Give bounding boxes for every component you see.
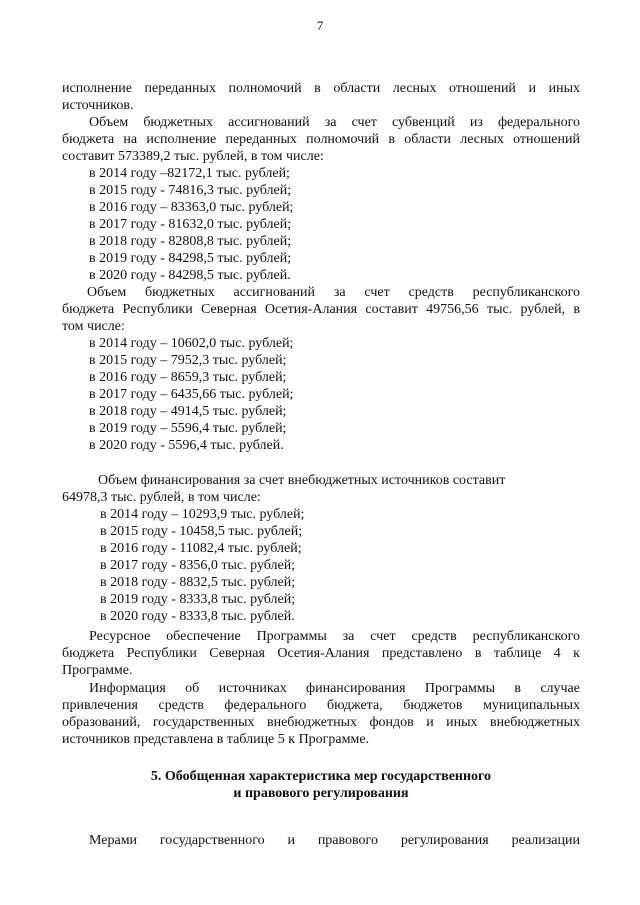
text-line: том числе: bbox=[62, 319, 125, 334]
paragraph-extrabudgetary bbox=[62, 472, 580, 506]
section-heading bbox=[62, 768, 580, 802]
paragraph-regulation-measures bbox=[62, 832, 580, 849]
text-line: Информация об источниках финансирования Программы в случае bbox=[89, 681, 580, 696]
text-line: Мерами государственного и правового регулирования реализации bbox=[89, 833, 580, 848]
paragraph-republican-budget bbox=[62, 284, 580, 335]
list-item: в 2014 году – 10602,0 тыс. рублей; bbox=[89, 336, 294, 351]
text-line: источников представлена в таблице 5 к Программе. bbox=[62, 732, 370, 747]
text-line: Ресурсное обеспечение Программы за счет средств республиканского bbox=[89, 629, 580, 644]
text-line: бюджета Республики Северная Осетия-Алания представлено в таблице 4 к bbox=[62, 646, 580, 661]
list-item: в 2020 году - 5596,4 тыс. рублей. bbox=[89, 438, 284, 453]
list-republican-by-year bbox=[89, 335, 293, 454]
text-line: бюджета на исполнение переданных полномочий в области лесных отношений bbox=[62, 132, 580, 147]
text-line: исполнение переданных полномочий в области лесных отношений и иных bbox=[62, 81, 580, 96]
list-item: в 2016 году - 11082,4 тыс. рублей; bbox=[100, 541, 302, 556]
paragraph-funding-sources bbox=[62, 680, 580, 748]
list-item: в 2014 году – 10293,9 тыс. рублей; bbox=[100, 507, 305, 522]
text-line: Объем бюджетных ассигнований за счет средств республиканского bbox=[87, 285, 580, 300]
list-item: в 2016 году – 8659,3 тыс. рублей; bbox=[89, 370, 287, 385]
text-line: привлечения средств федерального бюджета, бюджетов муниципальных bbox=[62, 698, 580, 713]
list-item: в 2019 году - 8333,8 тыс. рублей; bbox=[100, 592, 296, 607]
text-line: Объем финансирования за счет внебюджетных источников составит bbox=[98, 473, 506, 488]
list-item: в 2020 году - 84298,5 тыс. рублей. bbox=[89, 268, 291, 283]
list-item: в 2015 году - 10458,5 тыс. рублей; bbox=[100, 524, 303, 539]
list-item: в 2015 году - 74816,3 тыс. рублей; bbox=[89, 183, 292, 198]
list-federal-by-year bbox=[89, 165, 293, 284]
list-item: в 2017 году - 8356,0 тыс. рублей; bbox=[100, 558, 296, 573]
paragraph-federal-subventions bbox=[62, 114, 580, 165]
list-item: в 2020 году - 8333,8 тыс. рублей. bbox=[100, 609, 295, 624]
list-item: в 2019 году – 5596,4 тыс. рублей; bbox=[89, 421, 287, 436]
text-line: составит 573389,2 тыс. рублей, в том числе: bbox=[62, 149, 324, 164]
heading-line: 5. Обобщенная характеристика мер государственного bbox=[150, 769, 492, 784]
text-line: бюджета Республики Северная Осетия-Алания составит 49756,56 тыс. рублей, в bbox=[62, 302, 580, 317]
paragraph-resource-provision bbox=[62, 628, 580, 679]
list-extrabudgetary-by-year bbox=[100, 506, 304, 625]
page-number: 7 bbox=[316, 18, 324, 33]
list-item: в 2016 году – 83363,0 тыс. рублей; bbox=[89, 200, 294, 215]
text-line: 64978,3 тыс. рублей, в том числе: bbox=[62, 490, 261, 505]
list-item: в 2018 году – 4914,5 тыс. рублей; bbox=[89, 404, 287, 419]
paragraph-continuation bbox=[62, 80, 580, 114]
text-line: Объем бюджетных ассигнований за счет субвенций из федерального bbox=[89, 115, 580, 130]
list-item: в 2019 году - 84298,5 тыс. рублей; bbox=[89, 251, 292, 266]
list-item: в 2015 году – 7952,3 тыс. рублей; bbox=[89, 353, 287, 368]
text-line: образований, государственных внебюджетных фондов и иных внебюджетных bbox=[62, 715, 580, 730]
list-item: в 2017 году - 81632,0 тыс. рублей; bbox=[89, 217, 292, 232]
list-item: в 2017 году – 6435,66 тыс. рублей; bbox=[89, 387, 294, 402]
text-line: Программе. bbox=[62, 663, 133, 678]
list-item: в 2018 году - 8832,5 тыс. рублей; bbox=[100, 575, 296, 590]
heading-line: и правового регулирования bbox=[233, 786, 409, 801]
list-item: в 2014 году –82172,1 тыс. рублей; bbox=[89, 166, 290, 181]
text-line: источников. bbox=[62, 98, 134, 113]
list-item: в 2018 году - 82808,8 тыс. рублей; bbox=[89, 234, 292, 249]
